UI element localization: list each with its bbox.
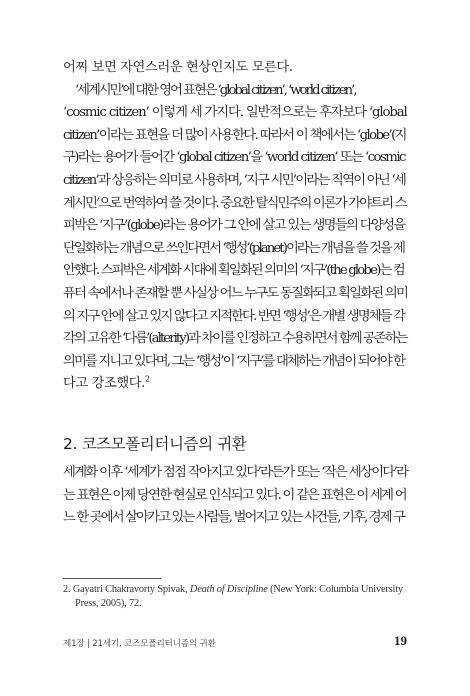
running-head: 제1장 | 21세기, 코즈모폴리터니즘의 귀환 [63, 639, 216, 649]
text-line [63, 286, 407, 302]
text-line-content: ‘cosmic citizen’ 이렇게 세 가지다. 일반적으로는 후자보다 ‘global [63, 105, 407, 121]
page-number: 19 [394, 633, 407, 648]
text-line-content: 구)라는 용어가 들어간 ‘global citizen’을 ‘world citizen’ 또는 ‘cosmic [63, 150, 405, 166]
text-line [63, 196, 407, 212]
text-line [63, 105, 407, 121]
text-line [63, 309, 407, 325]
text-line [75, 83, 419, 99]
text-line [63, 510, 407, 526]
text-line-content: 안했다. 스피박은 세계화 시대에 획일화된 의미의 ‘지구’(the globe)는 컴 [63, 263, 404, 279]
text-line [63, 488, 407, 504]
footnote-line-1 [63, 583, 403, 596]
text-line [63, 173, 407, 189]
text-line [63, 60, 407, 76]
text-line-content: 의 지구 안에 살고 있지 않다고 지적한다. 반면 ‘행성’은 개별 생명체들 각 [63, 308, 405, 324]
text-line-content: citizen’이라는 표현을 더 많이 사용한다. 따라서 이 책에서는 ‘globe’(지 [63, 127, 406, 143]
text-line-content: 다고 강조했다. [63, 376, 145, 392]
text-line [63, 331, 407, 347]
text-line-content: ‘세계시민’에 대한 영어 표현은 ‘global citizen’, ‘world citizen’, [75, 82, 356, 98]
text-line-content: 는 표현은 이제 당연한 현실로 인식되고 있다. 이 같은 표현은 이 세계 어 [63, 487, 406, 503]
text-line [63, 128, 407, 144]
text-line-content: citizen’과 상응하는 의미로 사용하며, ‘지구 시민’이라는 직역이 아닌 ‘세 [63, 173, 406, 188]
text-line-content: 계시민’으로 번역하여 쓸 것이다. 중요한 탈식민주의 이론가 가야트리 스 [63, 195, 406, 211]
text-line-content: 피박은 ‘지구’(globe)라는 용어가 그 안에 살고 있는 생명들의 다양성을 [63, 218, 405, 234]
text-line-content: 퓨터 속에서나 존재할 뿐 사실상 어느 누구도 동질화되고 획일화된 의미 [63, 286, 408, 301]
text-line-content: 의미를 지니고 있다며, 그는 ‘행성’이 ‘지구’를 대체하는 개념이 되어야 한 [63, 353, 405, 369]
footnote-book-title: Death of Discipline [189, 584, 268, 595]
text-line [63, 376, 407, 392]
section-heading: 2. 코즈모폴리터니즘의 귀환 [63, 435, 247, 453]
text-line [63, 241, 407, 257]
text-line-content: 각의 고유한 ‘다름’(alterity)과 차이를 인정하고 수용하면서 함께 공존하는 [63, 331, 407, 347]
footnote-publisher: (New York: Columbia University [267, 584, 403, 595]
text-line-content: 세계화 이후 ‘세계가 점점 작아지고 있다’라든가 또는 ‘작은 세상이다’라 [63, 465, 408, 480]
text-line-content: 느 한 곳에서 살아가고 있는 사람들, 벌어지고 있는 사건들, 기후, 경제 구 [63, 510, 405, 526]
footnote-divider [63, 578, 161, 579]
text-line-content: 어찌 보면 자연스러운 현상인지도 모른다. [63, 60, 293, 75]
text-line [63, 263, 407, 279]
footnote-reference[interactable]: 2 [144, 374, 150, 384]
footnote-line-2: Press, 2005), 72. [75, 598, 142, 609]
text-line [63, 218, 407, 234]
text-line [63, 465, 407, 481]
text-line [63, 150, 407, 166]
footnote-author: 2. Gayatri Chakravorty Spivak, [63, 584, 190, 595]
text-line [63, 354, 407, 370]
text-line-content: 단일화하는 개념으로 쓰인다면서 ‘행성’(planet)이라는 개념을 쓸 것을 제 [63, 240, 404, 256]
